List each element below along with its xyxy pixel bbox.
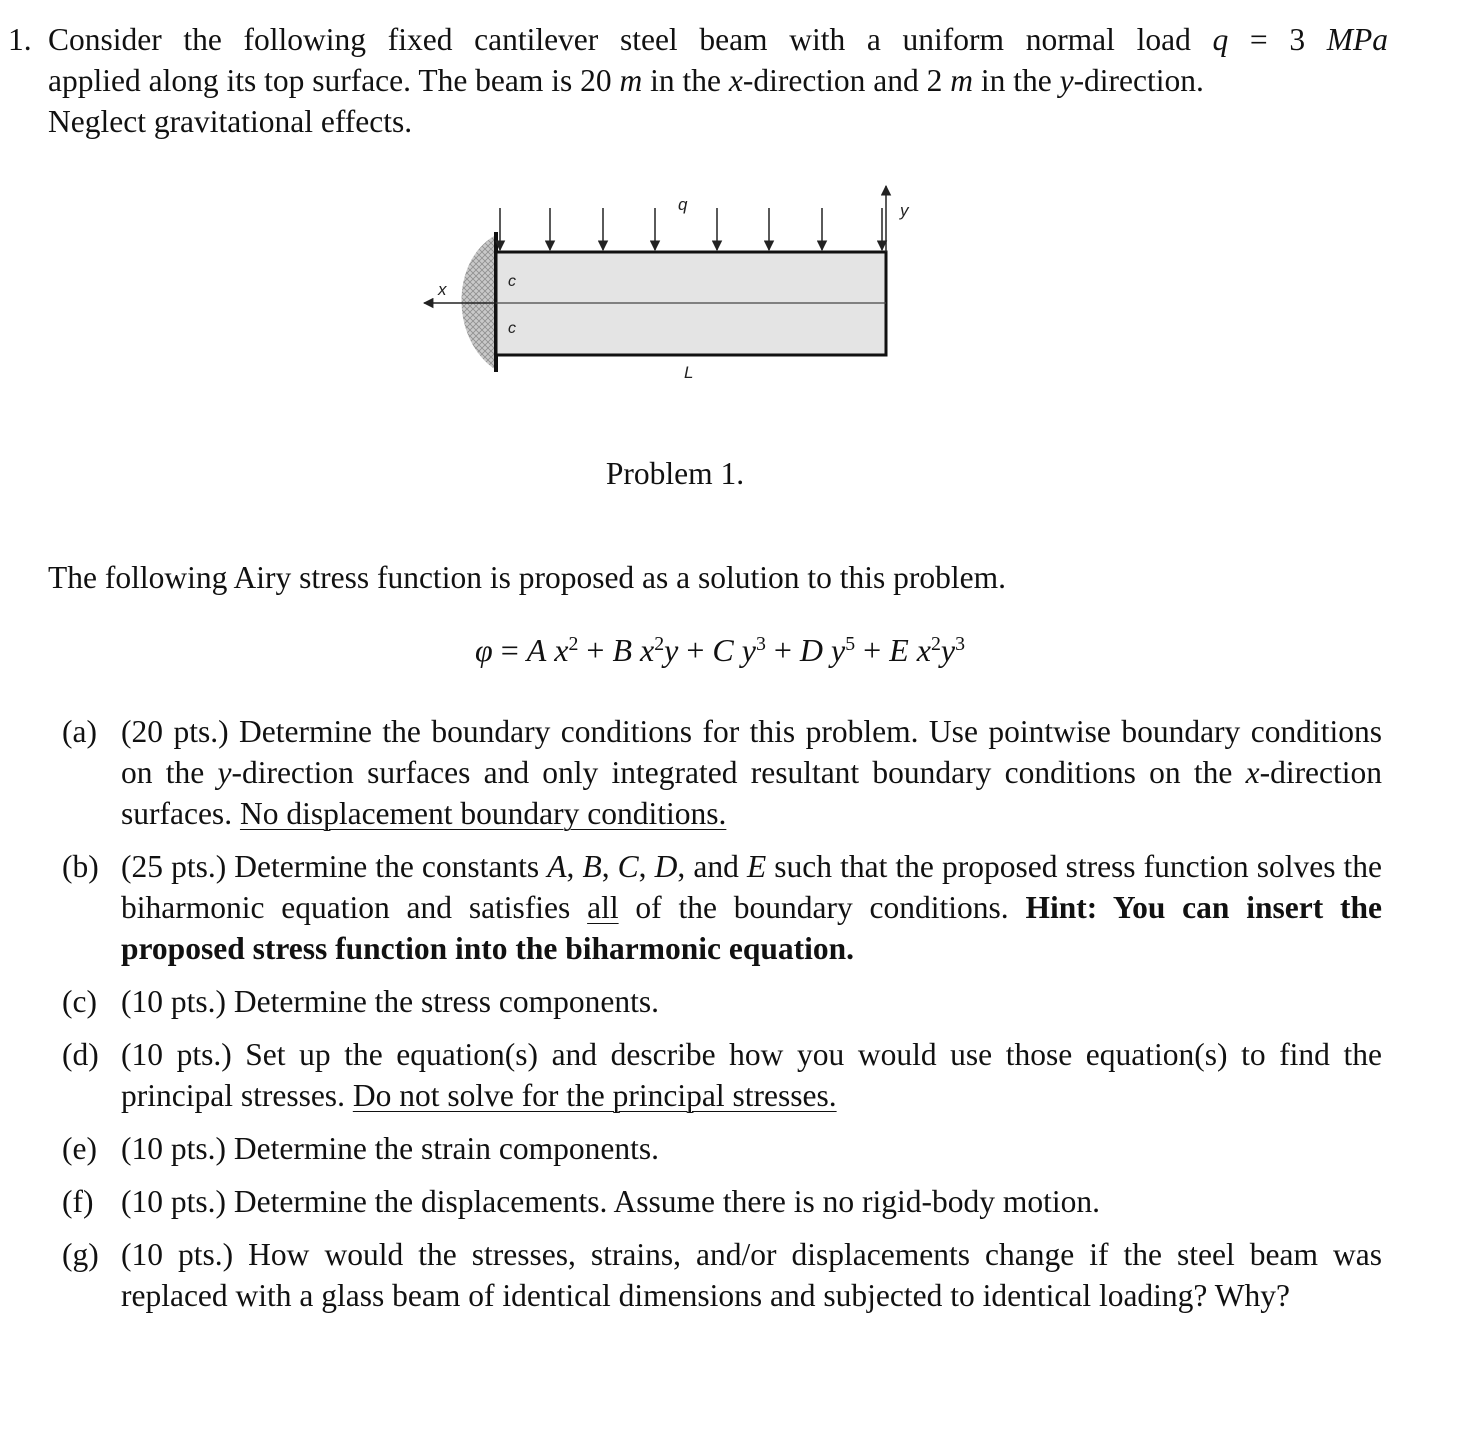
part-label: (e): [62, 1131, 97, 1166]
distributed-load: [500, 208, 882, 250]
part-label: (f): [62, 1184, 94, 1219]
y-axis-label: y: [900, 201, 909, 220]
lower-half-label: c: [508, 320, 516, 337]
part-e: (e) (10 pts.) Determine the strain components.: [62, 1128, 1382, 1169]
part-c: (c) (10 pts.) Determine the stress components.: [62, 981, 1382, 1022]
intro-line-1: Consider the following fixed cantilever steel beam with a uniform normal load q = 3 MPa: [48, 22, 1389, 57]
length-label: L: [684, 363, 694, 382]
problem-number: 1.: [8, 22, 32, 57]
part-label: (a): [62, 714, 97, 749]
intro-line-2: applied along its top surface. The beam is 20 m in the x-direction and 2 m in the y-direction.: [48, 63, 1204, 98]
airy-intro: The following Airy stress function is proposed as a solution to this problem.: [48, 560, 1007, 595]
part-label: (c): [62, 984, 97, 1019]
x-axis-label: x: [438, 280, 447, 299]
part-b: (b) (25 pts.) Determine the constants A, B, C, D, and E such that the proposed stress function solves the biharmonic equation and satisfies all of the boundary conditions. Hint: You can insert the proposed stress function into the biharmonic equation.: [62, 846, 1382, 969]
figure-caption: Problem 1.: [605, 456, 745, 491]
problem-statement: [8, 19, 1388, 142]
part-f: (f) (10 pts.) Determine the displacements. Assume there is no rigid-body motion.: [62, 1181, 1382, 1222]
part-d: (d) (10 pts.) Set up the equation(s) and describe how you would use those equation(s) to find the principal stresses. Do not solve for the principal stresses.: [62, 1034, 1382, 1116]
part-g: (g) (10 pts.) How would the stresses, strains, and/or displacements change if the steel beam was replaced with a glass beam of identical dimensions and subjected to identical loading? Why?: [62, 1234, 1382, 1316]
part-a: (a) (20 pts.) Determine the boundary conditions for this problem. Use pointwise boundary conditions on the y-direction surfaces and only integrated resultant boundary conditions on the x-direction surfaces. No displacement boundary conditions.: [62, 711, 1382, 834]
question-parts: [62, 711, 1382, 1328]
intro-line-3: Neglect gravitational effects.: [48, 104, 413, 139]
part-label: (g): [62, 1237, 99, 1272]
part-label: (d): [62, 1037, 99, 1072]
beam-figure: [410, 180, 930, 390]
load-label: q: [678, 195, 688, 214]
upper-half-label: c: [508, 273, 516, 290]
airy-equation: φ = A $x^2 + B$ $x^2y + C$ $y^3 + D$ $y^5 + E$ $x^2y^3$: [475, 632, 965, 668]
part-label: (b): [62, 849, 99, 884]
